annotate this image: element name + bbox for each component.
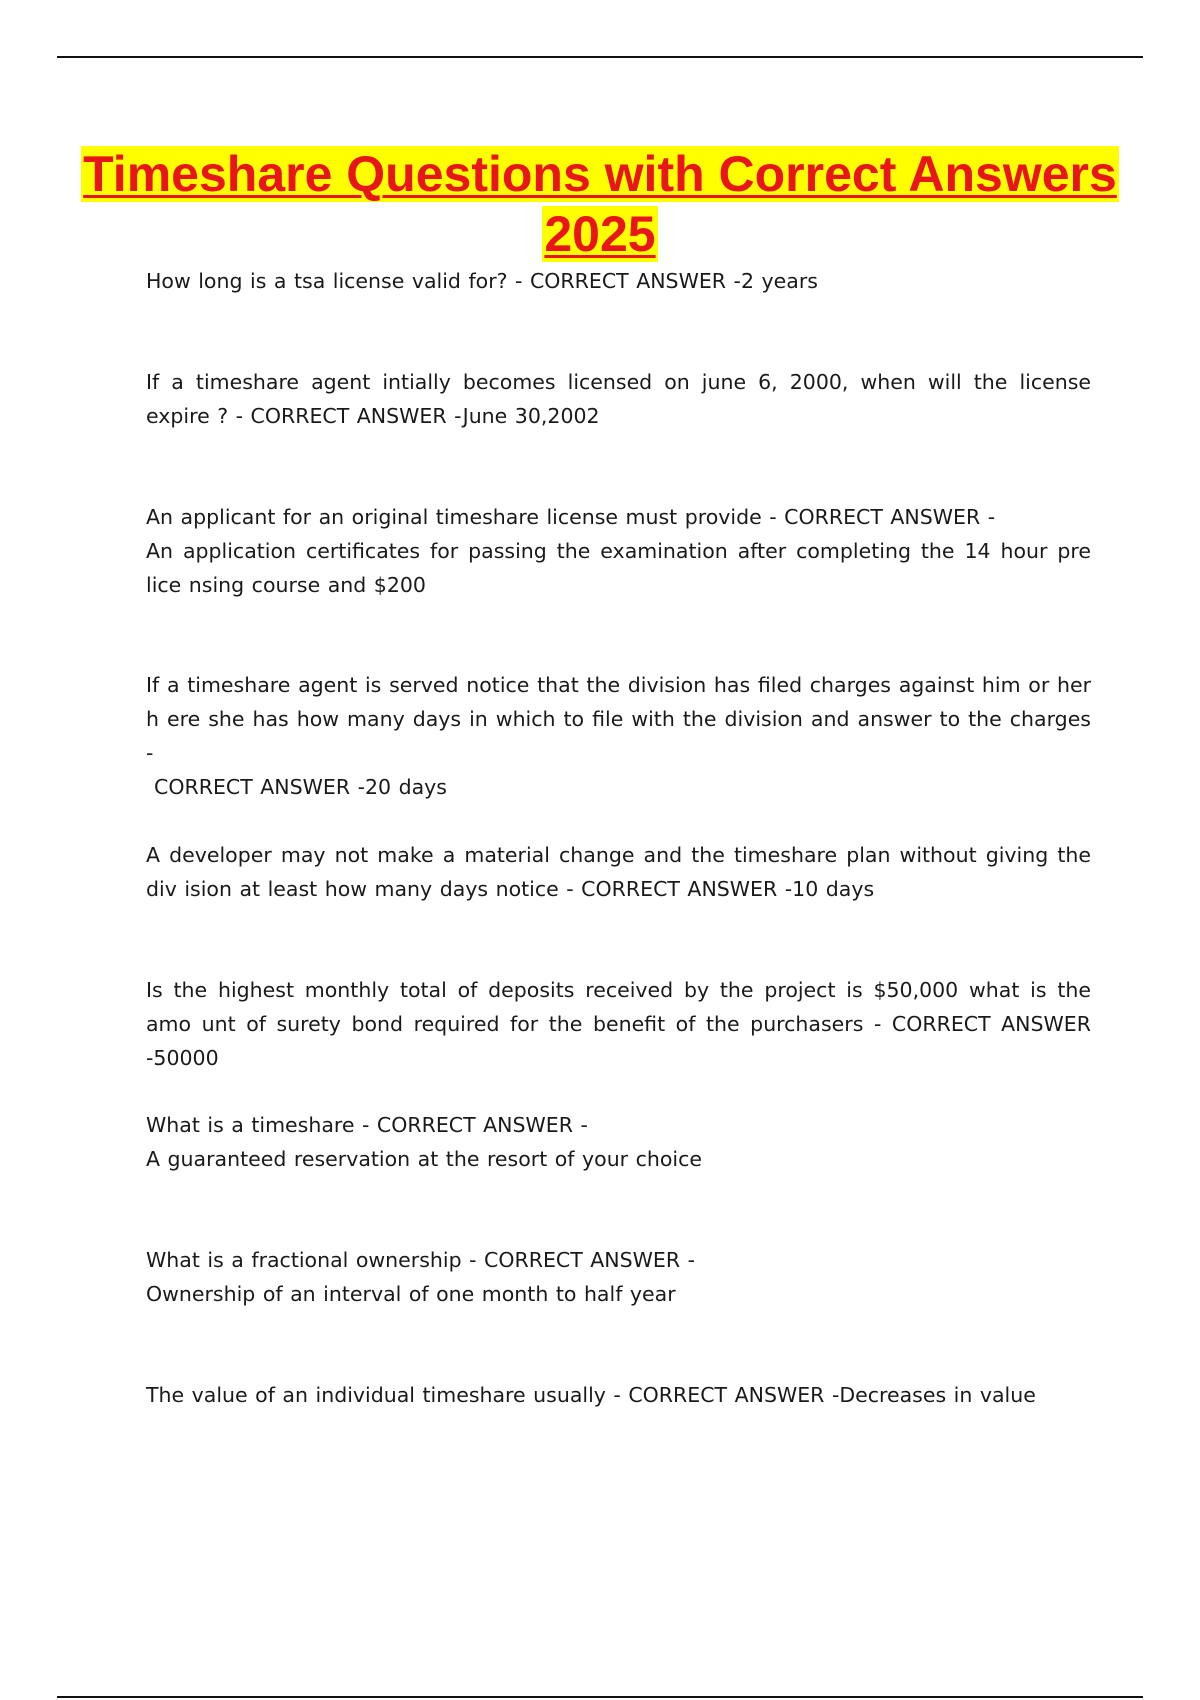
qa-item-8 (146, 1243, 1091, 1311)
qa-item-9-text: The value of an individual timeshare usually - CORRECT ANSWER -Decreases in value (146, 1383, 1036, 1407)
qa-item-2 (146, 365, 1091, 433)
qa-item-1-text: How long is a tsa license valid for? - CORRECT ANSWER -2 years (146, 269, 818, 293)
qa-item-4-question: If a timeshare agent is served notice that the division has filed charges against him or her h ere she has how many days in which to file with the division and answer to the charges - (146, 673, 1091, 765)
header-rule (57, 56, 1143, 58)
document-title-text: Timeshare Questions with Correct Answers 2025 (83, 146, 1117, 262)
qa-item-3 (146, 500, 1091, 602)
qa-item-5-text: A developer may not make a material change and the timeshare plan without giving the div ision at least how many days notice - CORRECT ANSWER -10 days (146, 843, 1091, 901)
document-title (80, 144, 1120, 264)
qa-item-3-answer: An application certificates for passing the examination after completing the 14 hour pre lice nsing course and $200 (146, 539, 1091, 597)
qa-item-4 (146, 668, 1091, 804)
qa-item-6-text: Is the highest monthly total of deposits received by the project is $50,000 what is the amo unt of surety bond required for the benefit of the purchasers - CORRECT ANSWER -50000 (146, 978, 1091, 1070)
qa-item-7 (146, 1108, 1091, 1176)
qa-item-9 (146, 1378, 1091, 1412)
qa-item-7-question: What is a timeshare - CORRECT ANSWER - (146, 1113, 588, 1137)
qa-item-4-answer: CORRECT ANSWER -20 days (154, 775, 447, 799)
qa-item-6 (146, 973, 1091, 1075)
qa-item-8-answer: Ownership of an interval of one month to half year (146, 1282, 676, 1306)
qa-item-5 (146, 838, 1091, 906)
footer-rule (57, 1696, 1143, 1698)
qa-item-8-question: What is a fractional ownership - CORRECT ANSWER - (146, 1248, 696, 1272)
qa-item-7-answer: A guaranteed reservation at the resort of your choice (146, 1147, 703, 1171)
qa-item-3-question: An applicant for an original timeshare license must provide - CORRECT ANSWER - (146, 505, 996, 529)
qa-item-1 (146, 264, 1091, 298)
qa-item-2-text: If a timeshare agent intially becomes licensed on june 6, 2000, when will the license expire ? - CORRECT ANSWER -June 30,2002 (146, 370, 1091, 428)
